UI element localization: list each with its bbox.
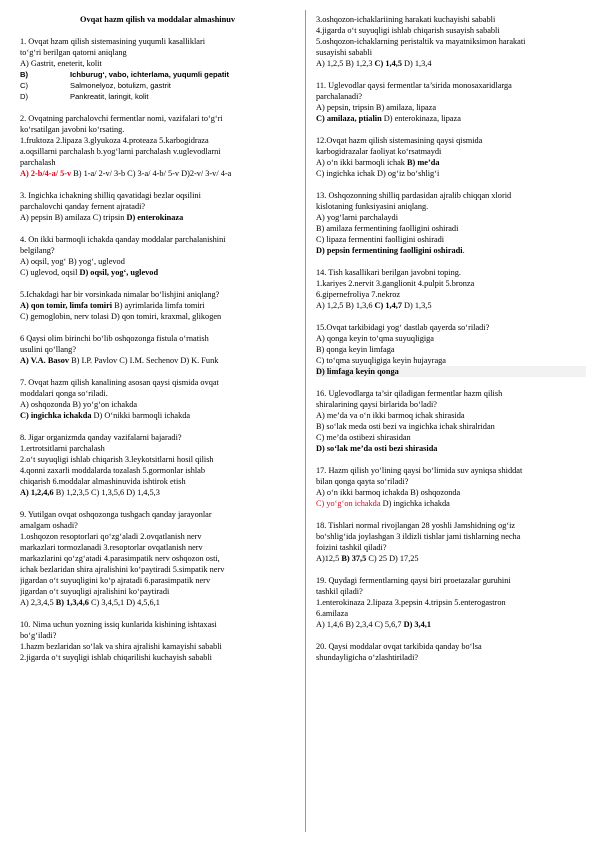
text-line <box>316 58 586 69</box>
spacer <box>20 25 295 36</box>
text-span: C) uglevod, oqsil <box>20 268 80 277</box>
text-line <box>316 300 586 311</box>
text-line: C) lipaza fermentini faolligini oshiradi <box>316 235 445 244</box>
text-line <box>316 619 586 630</box>
spacer <box>316 124 586 135</box>
text-line: markazlari tormozlanadi 3.resoptorlar ovqatlanish nerv <box>20 543 203 552</box>
text-span: D) enterokinaza <box>126 213 184 222</box>
spacer <box>316 256 586 267</box>
column-divider <box>305 10 306 832</box>
text-span: C) amilaza, ptialin <box>316 114 382 123</box>
text-span: C) 1,4,7 <box>374 301 402 310</box>
text-span: B) ayrimlarida limfa tomiri <box>112 301 205 310</box>
text-span: A) 2,3,4,5 <box>20 598 56 607</box>
spacer <box>316 377 586 388</box>
text-line: 18. Tishlari normal rivojlangan 28 yoshli Jamshidning og‘iz <box>316 521 516 530</box>
text-line: A) oqsil, yog‘ B) yog‘, uglevod <box>20 257 125 266</box>
text-line: karbogidrazalar faoliyat ko‘rsatmaydi <box>316 147 442 156</box>
text-line <box>316 157 586 168</box>
text-span: . <box>462 246 465 255</box>
text-line <box>20 410 295 421</box>
text-line: tashkil qiladi? <box>316 587 363 596</box>
text-line: 1.oshqozon resoptorlari qo‘zg‘aladi 2.ovqatlanish nerv <box>20 532 202 541</box>
text-span: D) 1,3,4 <box>401 59 432 68</box>
text-line <box>20 597 295 608</box>
text-line: C) me’da ostibezi shirasidan <box>316 433 411 442</box>
text-line: shiralarining qaysi birlarida bo‘ladi? <box>316 400 437 409</box>
text-span: A) 1,2,5 B) 1,2,3 <box>316 59 375 68</box>
text-line: bo‘shlig‘ida joylashgan 3 ildizli tishlar jami tishlarning necha <box>316 532 521 541</box>
text-span: A) 1,4,6 B) 2,3,4 C) 5,6,7 <box>316 620 404 629</box>
spacer <box>20 421 295 432</box>
text-line: 6.gipernefroliya 7.nekroz <box>316 290 401 299</box>
text-line: C) ingichka ichak D) og‘iz bo‘shlig‘i <box>316 169 440 178</box>
spacer <box>20 608 295 619</box>
text-line <box>20 69 295 80</box>
text-span: B) 37,5 <box>341 554 367 563</box>
text-line: 1.hazm bezlaridan so‘lak va shira ajralishi kamayishi sababli <box>20 642 222 651</box>
option-letter: D) <box>20 92 29 101</box>
text-line: 6.amilaza <box>316 609 349 618</box>
text-line: parchalanadi? <box>316 92 363 101</box>
text-line: ko‘rsatilgan javobni ko‘rsating. <box>20 125 125 134</box>
page-title: Ovqat hazm qilish va moddalar almashinuv <box>80 15 235 24</box>
text-span: B) 1,2,3,5 C) 1,3,5,6 D) 1,4,5,3 <box>53 488 160 497</box>
text-line: 2.jigarda o‘t suyqligi ishlab chiqarilishi kuchayish sababli <box>20 653 212 662</box>
text-line: 2.o‘t suyuqligi ishlab chiqarish 3.leykotsitlarni hosil qilish <box>20 455 214 464</box>
text-line: B) so‘lak meda osti bezi va ingichka ichak shiralridan <box>316 422 495 431</box>
text-line: chiqarish 6.moddalar almashinuvida ishtirok etish <box>20 477 186 486</box>
text-line: C) to‘qma suyuqligiga keyin hujayraga <box>316 356 446 365</box>
text-line: 12.Ovqat hazm qilish sistemasining qaysi qismida <box>316 136 483 145</box>
text-line: jigardan o‘t suyuqligi ajralishini ko‘paytiradi <box>20 587 170 596</box>
text-line: 16. Uglevodlarga ta’sir qiladigan fermentlar hazm qilish <box>316 389 503 398</box>
text-span: D) O‘nikki barmoqli ichakda <box>91 411 191 420</box>
text-span: D) 3,4,1 <box>403 620 432 629</box>
text-line: 1. Ovqat hzam qilish sistemasining yuqumli kasalliklari <box>20 37 206 46</box>
text-span: A) 1,2,5 B) 1,3,6 <box>316 301 375 310</box>
text-span: D) oqsil, yog‘, uglevod <box>79 268 159 277</box>
text-line: markazlarini qo‘zg‘atadi 4.parasimpatik nerv oshqozon osti, <box>20 554 220 563</box>
text-line <box>20 212 295 223</box>
text-line <box>20 487 295 498</box>
text-line: 8. Jigar organizmda qanday vazifalarni bajaradi? <box>20 433 182 442</box>
text-line: ichak bezlaridan shira ajralishini ko‘paytiradi 5.simpatik nerv <box>20 565 225 574</box>
text-line: 2. Ovqatning parchalovchi fermentlar nomi, vazifalari to‘g‘ri <box>20 114 223 123</box>
right-column <box>316 14 586 663</box>
text-span: C) yo‘g‘on ichakda <box>316 499 381 508</box>
text-span: B) me’da <box>407 158 440 167</box>
option-text: Pankreatit, laringit, kolit <box>70 92 149 101</box>
text-line: 13. Oshqozonning shilliq pardasidan ajralib chiqqan xlorid <box>316 191 512 200</box>
text-line <box>316 498 586 509</box>
text-line: A) yog‘larni parchalaydi <box>316 213 399 222</box>
option-letter: C) <box>20 81 29 90</box>
spacer <box>20 366 295 377</box>
text-line: B) qonga keyin limfaga <box>316 345 395 354</box>
text-line <box>20 355 295 366</box>
text-line: 19. Quydagi fermentlarning qaysi biri proetazalar guruhini <box>316 576 511 585</box>
spacer <box>316 311 586 322</box>
text-span: B) 1-a/ 2-v/ 3-b C) 3-a/ 4-b/ 5-v D)2-v/ 3-v/ 4-a <box>71 169 232 178</box>
text-span: A) qon tomir, limfa tomiri <box>20 301 113 310</box>
text-line <box>316 113 586 124</box>
text-line: 6 Qaysi olim birinchi bo‘lib oshqozonga fistula o‘rnatish <box>20 334 209 343</box>
spacer <box>316 630 586 641</box>
text-line: 9. Yutilgan ovqat oshqozonga tushgach qanday jarayonlar <box>20 510 212 519</box>
text-span: A) 1,2,4,6 <box>20 488 54 497</box>
text-line: 4.jigarda o‘t suyuqligi ishlab chiqarish susayish sababli <box>316 26 500 35</box>
text-line: D) limfaga keyin qonga <box>316 366 586 377</box>
text-line <box>316 245 586 256</box>
text-line: B) amilaza fermentining faolligini oshiradi <box>316 224 459 233</box>
text-line: bilan qonga qayta so‘riladi? <box>316 477 409 486</box>
text-span: D) pepsin fermentining faolligini oshiradi <box>316 246 463 255</box>
text-line: 1.fruktoza 2.lipaza 3.glyukoza 4.proteaza 5.karbogidraza <box>20 136 209 145</box>
text-line: shundayligicha o‘zlashtiriladi? <box>316 653 419 662</box>
text-line: 10. Nima uchun yozning issiq kunlarida kishining ishtaxasi <box>20 620 217 629</box>
text-line: parchalovchi qanday fernent ajratadi? <box>20 202 146 211</box>
text-line <box>20 91 295 102</box>
text-line: C) gemoglobin, nerv tolasi D) qon tomiri, kraxmal, glikogen <box>20 312 222 321</box>
text-line: a.oqsillarni parchalash b.yog‘larni parchalash v.uglevodlarni <box>20 147 221 156</box>
spacer <box>316 509 586 520</box>
text-span: D) enterokinaza, lipaza <box>381 114 461 123</box>
spacer <box>316 564 586 575</box>
text-line: 1.ertrotsitlarni parchalash <box>20 444 105 453</box>
text-line: jigardan o‘t suyuqligini ko‘p ajratadi 6.parasimpatik nerv <box>20 576 211 585</box>
text-span: A) o‘n ikki barmoqli ichak <box>316 158 408 167</box>
text-line: 5.Ichakdagi har bir vorsinkada nimalar bo‘lishjini aniqlang? <box>20 290 220 299</box>
spacer <box>20 322 295 333</box>
text-line: 15.Ovqat tarkibidagi yog‘ dastlab qayerda so‘riladi? <box>316 323 490 332</box>
text-span: B) I.P. Pavlov C) I.M. Sechenov D) K. Funk <box>69 356 219 365</box>
option-text: Salmonelyoz, botulizm, gastrit <box>70 81 171 90</box>
spacer <box>20 223 295 234</box>
spacer <box>316 179 586 190</box>
text-line: 4.qonni zaxarli moddalarda tozalash 5.gormonlar ishlab <box>20 466 206 475</box>
left-column <box>20 14 295 663</box>
text-span: C) 1,4,5 <box>374 59 402 68</box>
text-line <box>20 267 295 278</box>
text-line: 3.oshqozon-ichaklariining harakati kuchayishi sababli <box>316 15 496 24</box>
text-line <box>316 553 586 564</box>
text-line: bo‘g‘iladi? <box>20 631 57 640</box>
text-line <box>20 300 295 311</box>
text-span: A) 2-b/4-a/ 5-v <box>20 169 72 178</box>
spacer <box>316 454 586 465</box>
text-line <box>20 168 295 179</box>
text-line: A) o‘n ikki barmoq ichakda B) oshqozonda <box>316 488 461 497</box>
text-span: A) pepsin B) amilaza C) tripsin <box>20 213 127 222</box>
text-line: 20. Qaysi moddalar ovqat tarkibida qanday bo‘lsa <box>316 642 482 651</box>
option-text: Ichburug‘, vabo, ichterlama, yuqumli gepatit <box>70 70 230 79</box>
option-letter: B) <box>20 70 29 79</box>
text-line: moddalari qonga so‘riladi. <box>20 389 108 398</box>
text-line: 1.kariyes 2.nervit 3.ganglionit 4.pulpit 5.bronza <box>316 279 475 288</box>
text-line: to‘g‘ri berilgan qatorni aniqlang <box>20 48 127 57</box>
text-line: A) me’da va o‘n ikki barmoq ichak shirasida <box>316 411 465 420</box>
text-line <box>20 80 295 91</box>
text-line: 1.enterokinaza 2.lipaza 3.pepsin 4.tripsin 5.enterogastron <box>316 598 506 607</box>
text-line: belgilang? <box>20 246 55 255</box>
text-span: D) ingichka ichakda <box>380 499 450 508</box>
text-line: 7. Ovqat hazm qilish kanalining asosan qaysi qismida ovqat <box>20 378 219 387</box>
spacer <box>316 69 586 80</box>
text-line: A) oshqozonda B) yo‘g‘on ichakda <box>20 400 138 409</box>
text-line: susayishi sababli <box>316 48 372 57</box>
text-line: usulini qo‘llang? <box>20 345 76 354</box>
text-line: amalgam oshadi? <box>20 521 78 530</box>
text-line: 14. Tish kasallikari berilgan javobni toping. <box>316 268 461 277</box>
text-span: A) V.A. Basov <box>20 356 70 365</box>
text-line: 11. Uglevodlar qaysi fermentlar ta’sirida monosaxaridlarga <box>316 81 512 90</box>
text-span: D) 1,3,5 <box>401 301 432 310</box>
text-line: A) qonga keyin to‘qma suyuqligiga <box>316 334 434 343</box>
text-span: B) 1,3,4,6 <box>55 598 89 607</box>
text-span: A)12,5 <box>316 554 342 563</box>
spacer <box>20 102 295 113</box>
spacer <box>20 278 295 289</box>
text-line: kislotaning funksiyasini aniqlang. <box>316 202 429 211</box>
text-span: C) 25 D) 17,25 <box>366 554 419 563</box>
text-line: 5.oshqozon-ichaklarning peristaltik va mayatniksimon harakati <box>316 37 526 46</box>
text-line: 3. Ingichka ichakning shilliq qavatidagi bezlar oqsilini <box>20 191 201 200</box>
text-line: D) so‘lak me’da osti bezi shirasida <box>316 444 438 453</box>
text-span: C) 3,4,5,1 D) 4,5,6,1 <box>88 598 160 607</box>
text-line: 17. Hazm qilish yo‘lining qaysi bo‘limida suv ayniqsa shiddat <box>316 466 523 475</box>
text-line: foizini tashkil qiladi? <box>316 543 387 552</box>
spacer <box>20 498 295 509</box>
spacer <box>20 179 295 190</box>
text-line: 4. On ikki barmoqli ichakda qanday moddalar parchalanishini <box>20 235 226 244</box>
text-line: A) Gastrit, eneterit, kolit <box>20 59 102 68</box>
text-line: parchalash <box>20 158 56 167</box>
text-line: A) pepsin, tripsin B) amilaza, lipaza <box>316 103 437 112</box>
text-span: C) ingichka ichakda <box>20 411 92 420</box>
